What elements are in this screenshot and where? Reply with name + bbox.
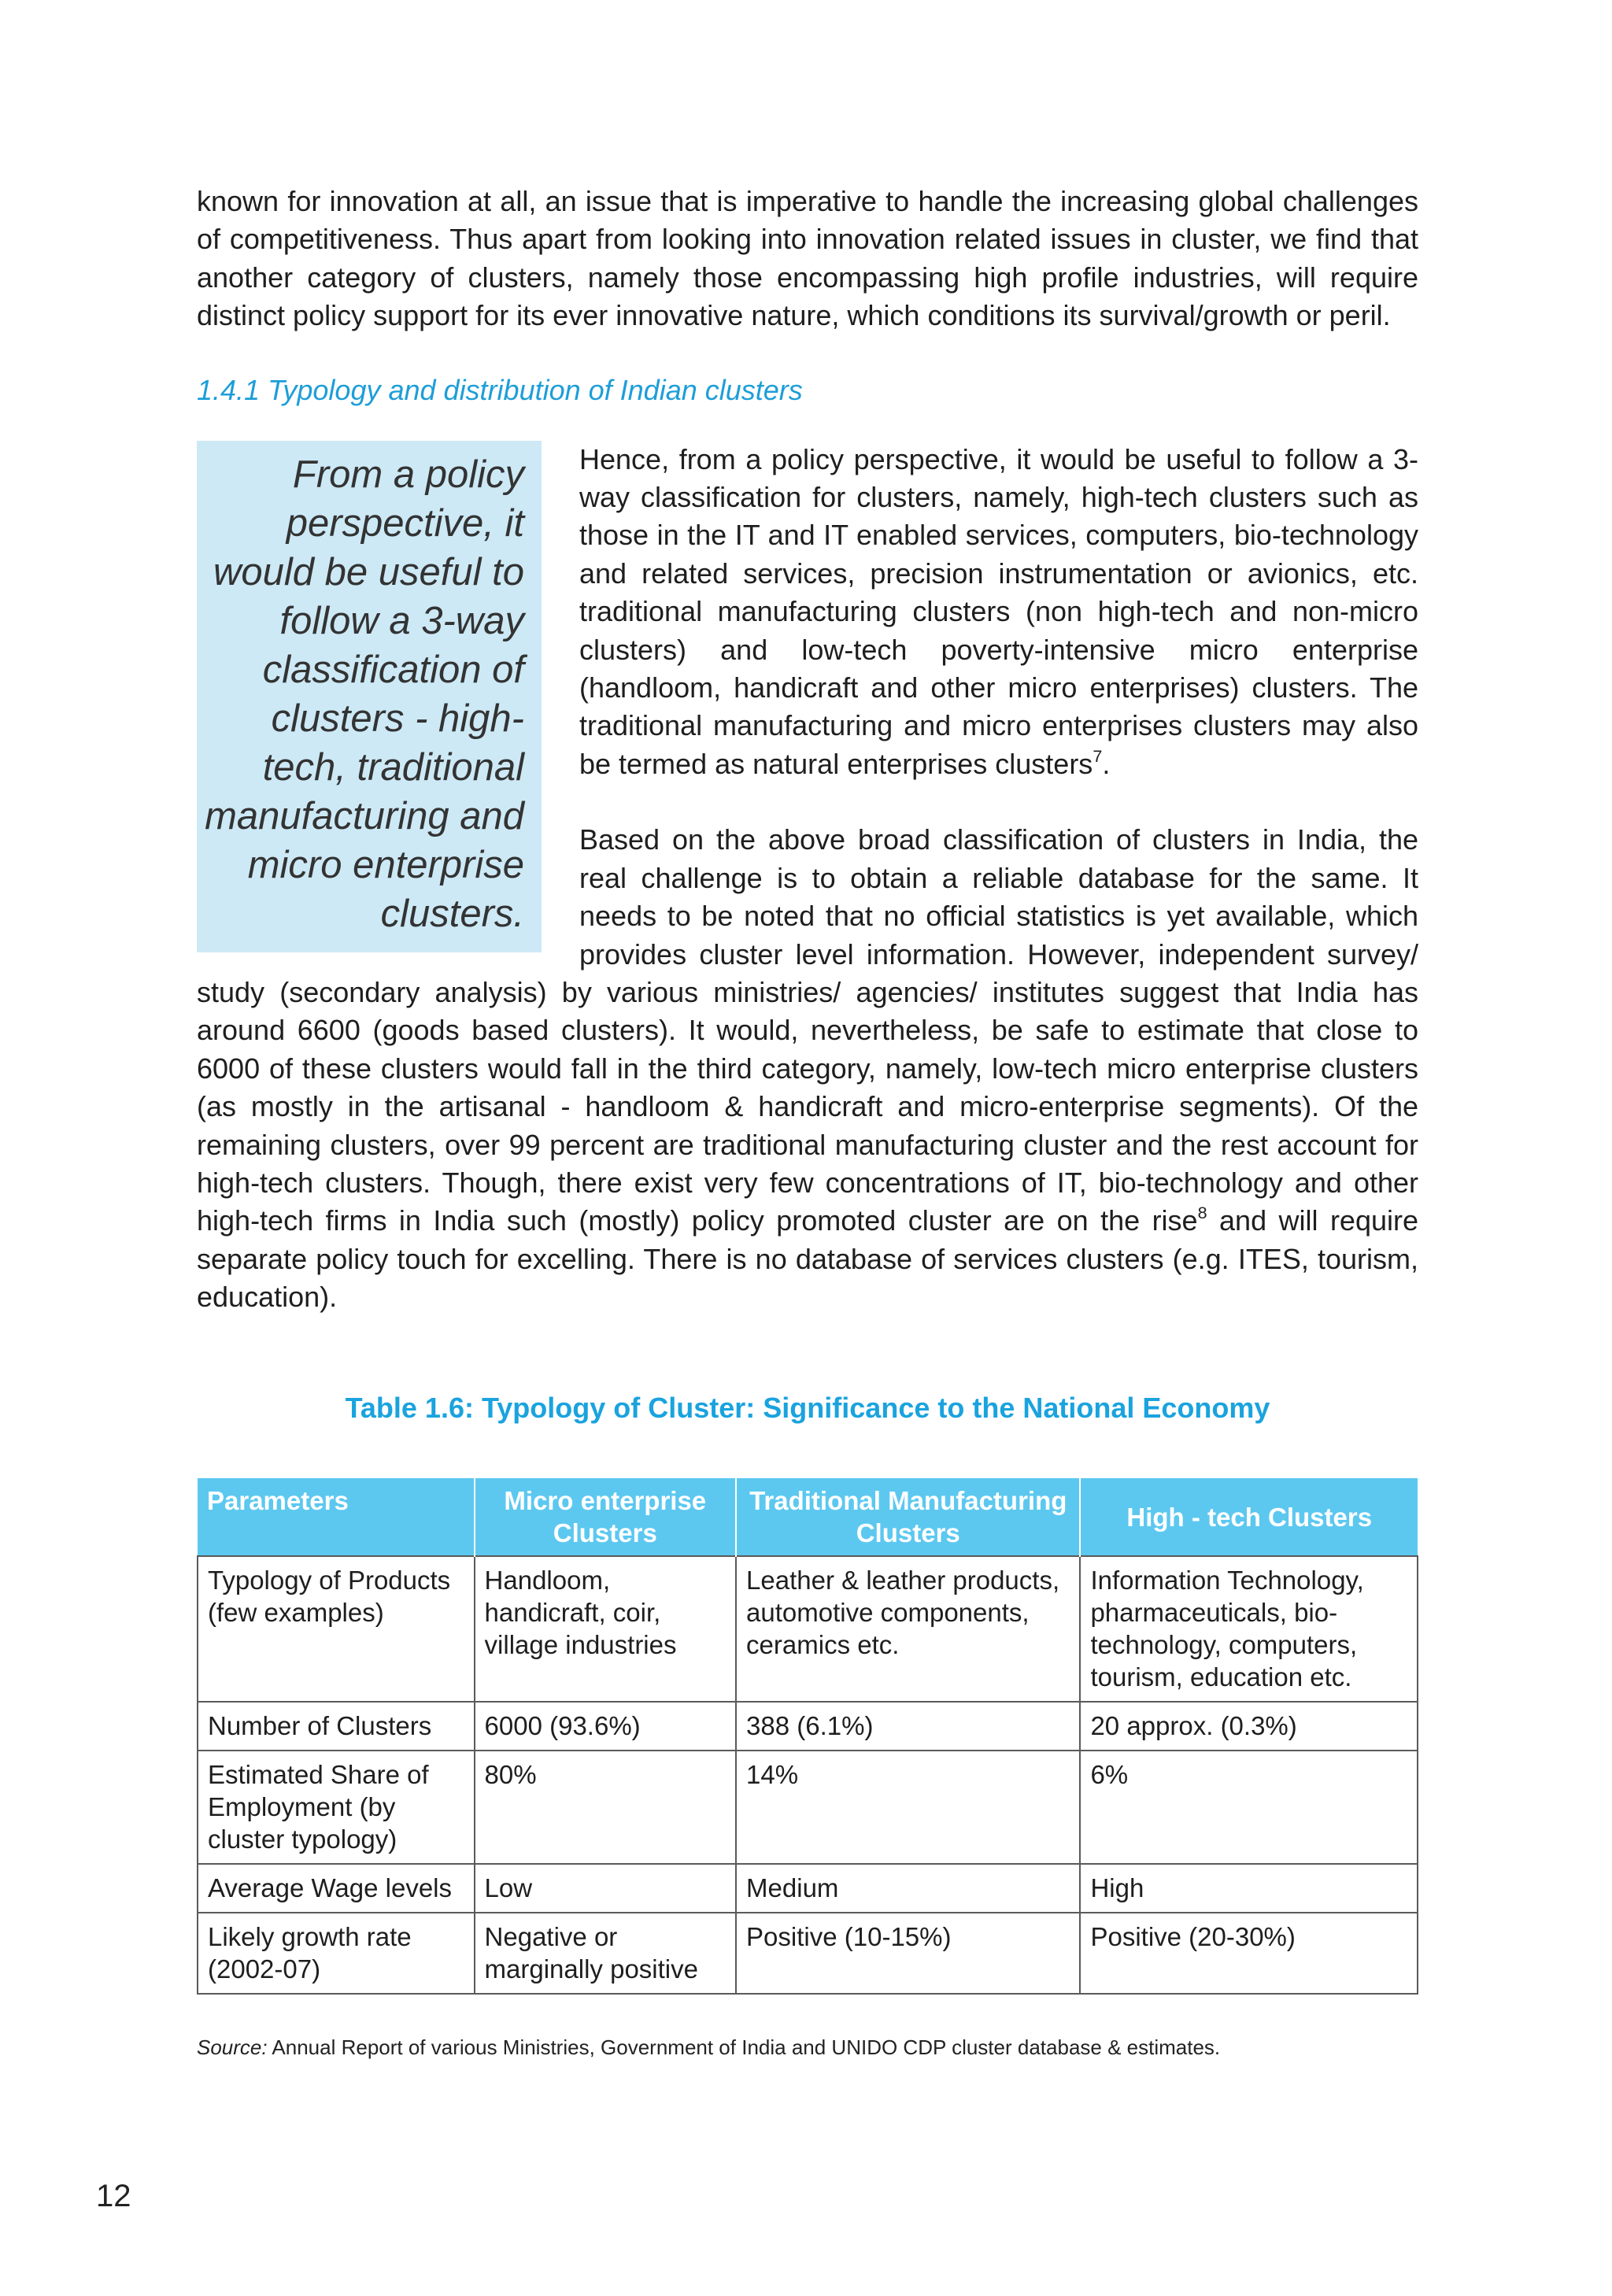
footnote-7[interactable]: 7: [1093, 745, 1103, 766]
section-subheading: 1.4.1 Typology and distribution of Indian clusters: [197, 373, 803, 406]
source-label: Source:: [197, 2035, 268, 2059]
header-traditional-manufacturing: Traditional Manufacturing Clusters: [736, 1478, 1080, 1556]
source-text: Annual Report of various Ministries, Government of India and UNIDO CDP cluster database & estimates.: [267, 2035, 1221, 2059]
table-cell: Positive (10-15%): [736, 1913, 1080, 1994]
table-cell: 6%: [1080, 1751, 1418, 1864]
cluster-typology-table: [197, 1478, 1418, 1995]
table-row: [198, 1913, 1418, 1994]
table-title: Table 1.6: Typology of Cluster: Significance to the National Economy: [345, 1391, 1270, 1424]
table-cell: Information Technology, pharmaceuticals, bio-technology, computers, tourism, education etc.: [1080, 1556, 1418, 1702]
table-cell: Number of Clusters: [198, 1702, 475, 1751]
table-cell: 6000 (93.6%): [475, 1702, 737, 1751]
table-cell: High: [1080, 1864, 1418, 1913]
table-cell: Handloom, handicraft, coir, village industries: [475, 1556, 737, 1702]
database-paragraph-text-a: Based on the above broad classification of clusters in India, the real challenge is to obtain a reliable database for the same. It needs to be noted that no official statistics is yet available, which provides cluster level information. However, independent survey/ study (secondary analysis) by various ministries/ agencies/ institutes suggest that India has around 6600 (goods based clusters). It would, nevertheless, be safe to estimate that close to 6000 of these clusters would fall in the third category, namely, low-tech micro enterprise clusters (as mostly in the artisanal - handloom & handicraft and micro-enterprise segments). Of the remaining clusters, over 99 percent are traditional manufacturing cluster and the rest account for high-tech clusters. Though, there exist very few concentrations of IT, bio-technology and other high-tech firms in India such (mostly) policy promoted cluster are on the rise: [197, 823, 1418, 1237]
header-parameters: Parameters: [198, 1478, 475, 1556]
intro-paragraph: known for innovation at all, an issue that is imperative to handle the increasing global challenges of competitiveness. Thus apart from looking into innovation related issues in cluster, we find that another category of clusters, namely those encompassing high profile industries, will require distinct policy support for its ever innovative nature, which conditions its survival/growth or peril.: [197, 185, 1418, 332]
pull-quote-text: From a policy perspective, it would be useful to follow a 3-way classification of clusters - high-tech, traditional manufacturing and micro enterprise clusters.: [205, 453, 524, 935]
table-cell: 80%: [475, 1751, 737, 1864]
table-row: [198, 1556, 1418, 1702]
table-cell: 20 approx. (0.3%): [1080, 1702, 1418, 1751]
table-row: [198, 1864, 1418, 1913]
table-cell: Low: [475, 1864, 737, 1913]
classification-paragraph-text: Hence, from a policy perspective, it would be useful to follow a 3-way classification for clusters, namely, high-tech clusters such as those in the IT and IT enabled services, computers, bio-technology and related services, precision instrumentation or avionics, etc. traditional manufacturing clusters (non high-tech and non-micro clusters) and low-tech poverty-intensive micro enterprise (handloom, handicraft and other micro enterprises) clusters. The traditional manufacturing and micro enterprises clusters may also be termed as natural enterprises clusters: [579, 442, 1418, 780]
table-cell: 388 (6.1%): [736, 1702, 1080, 1751]
page-body: [197, 183, 1418, 1425]
table-cell: Negative or marginally positive: [475, 1913, 737, 1994]
table-cell: Estimated Share of Employment (by cluster typology): [198, 1751, 475, 1864]
source-note: [197, 2034, 1425, 2061]
table-row: [198, 1751, 1418, 1864]
table-cell: Positive (20-30%): [1080, 1913, 1418, 1994]
classification-paragraph-end: .: [1102, 747, 1111, 780]
page-number: 12: [96, 2179, 131, 2213]
pull-quote-box: [197, 441, 542, 952]
table-cell: 14%: [736, 1751, 1080, 1864]
table-cell: Typology of Products (few examples): [198, 1556, 475, 1702]
table-cell: Medium: [736, 1864, 1080, 1913]
database-paragraph-text-b: and will require separate policy touch for excelling. There is no database of services clusters (e.g. ITES, tourism, education).: [197, 1204, 1419, 1314]
header-micro-enterprise: Micro enterprise Clusters: [475, 1478, 737, 1556]
footnote-8[interactable]: 8: [1197, 1203, 1207, 1223]
header-high-tech: High - tech Clusters: [1080, 1478, 1418, 1556]
table-header-row: [198, 1478, 1418, 1556]
table-cell: Likely growth rate (2002-07): [198, 1913, 475, 1994]
table-cell: Average Wage levels: [198, 1864, 475, 1913]
table-cell: Leather & leather products, automotive components, ceramics etc.: [736, 1556, 1080, 1702]
table-row: [198, 1702, 1418, 1751]
